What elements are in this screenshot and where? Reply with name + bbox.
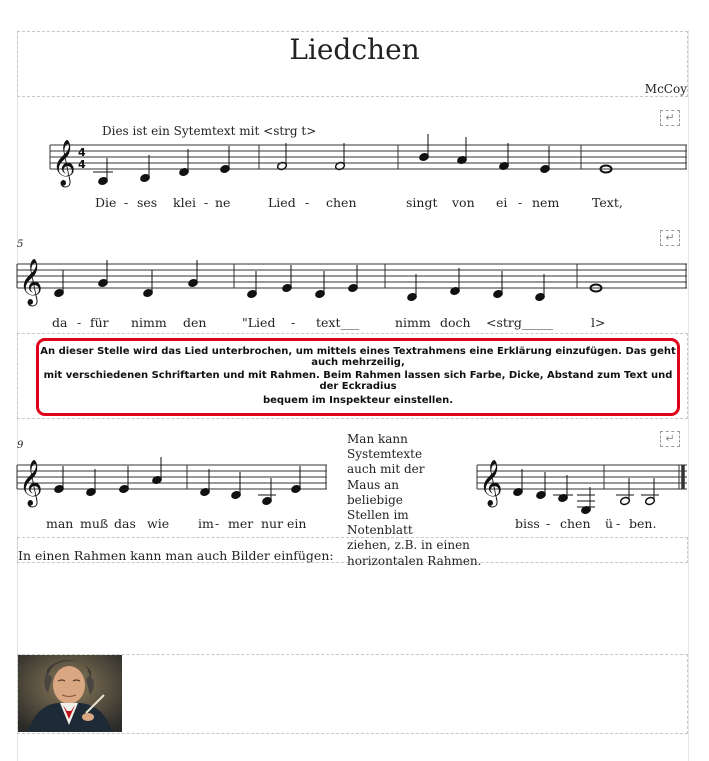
lyric-syllable: muß xyxy=(80,516,109,531)
side-text-line: Stellen im xyxy=(347,508,409,523)
side-text-line: Man kann xyxy=(347,432,408,446)
svg-text:𝄞: 𝄞 xyxy=(479,460,503,506)
side-system-text[interactable] xyxy=(347,432,492,569)
lyric-syllable: im xyxy=(198,516,214,531)
lyric-hyphen: - xyxy=(518,195,523,210)
textbox-line-3: bequem im Inspekteur einstellen. xyxy=(262,395,454,406)
measure-number-9: 9 xyxy=(17,440,24,451)
textbox-line-2: mit verschiedenen Schriftarten und mit Rahmen. Beim Rahmen lassen sich Farbe, Dicke, Abstand zum Text und der Eckradius xyxy=(43,370,673,392)
lyric-syllable: <strg_____ xyxy=(486,315,554,330)
side-text-line: horizontalen Rahmen. xyxy=(347,553,482,568)
lyric-syllable: "Lied xyxy=(242,315,276,330)
score-title[interactable]: Liedchen xyxy=(289,33,420,66)
lyric-hyphen: - xyxy=(291,315,296,330)
lyric-syllable: ü xyxy=(605,516,614,531)
lyric-syllable: singt xyxy=(406,195,438,210)
lyric-hyphen: - xyxy=(546,516,551,531)
lyric-syllable: biss xyxy=(515,516,540,531)
lyric-syllable: Text, xyxy=(592,195,623,210)
lyric-syllable: nimm xyxy=(131,315,167,330)
lyric-syllable: ne xyxy=(215,195,231,210)
lyric-hyphen: - xyxy=(77,315,82,330)
lyric-hyphen: - xyxy=(124,195,129,210)
lyric-syllable: text___ xyxy=(316,315,360,330)
side-text-line: auch mit der xyxy=(347,462,425,477)
beethoven-portrait[interactable] xyxy=(18,655,122,732)
lyric-syllable: wie xyxy=(147,516,170,531)
lyric-syllable: Die xyxy=(95,195,117,210)
textbox-line-1: An dieser Stelle wird das Lied unterbrochen, um mittels eines Textrahmens eine Erklärung einzufügen. Das geht auch mehrzeilig, xyxy=(40,346,676,368)
lyric-syllable: chen xyxy=(560,516,591,531)
lyric-syllable: ein xyxy=(287,516,307,531)
svg-text:𝄞: 𝄞 xyxy=(19,259,43,305)
lyric-syllable: den xyxy=(183,315,207,330)
lyric-hyphen: - xyxy=(215,516,220,531)
lyric-syllable: l> xyxy=(591,315,606,330)
lyric-syllable: doch xyxy=(440,315,471,330)
svg-text:4: 4 xyxy=(78,146,86,159)
lyric-syllable: nimm xyxy=(395,315,431,330)
lyric-syllable: mer xyxy=(228,516,254,531)
lyric-syllable: da xyxy=(52,315,68,330)
svg-text:𝄞: 𝄞 xyxy=(52,140,76,186)
lyric-hyphen: - xyxy=(305,195,310,210)
side-text-line: Maus an xyxy=(347,477,400,492)
lyric-syllable: Lied xyxy=(268,195,296,210)
lyric-syllable: ei xyxy=(496,195,508,210)
lyric-syllable: von xyxy=(452,195,475,210)
lyric-syllable: ben. xyxy=(629,516,657,531)
image-caption-text[interactable]: In einen Rahmen kann man auch Bilder einfügen: xyxy=(18,548,334,563)
explanation-textbox[interactable] xyxy=(36,338,680,416)
lyric-hyphen: - xyxy=(204,195,209,210)
side-text-line: ziehen, z.B. in einen xyxy=(347,538,470,553)
lyric-syllable: ses xyxy=(137,195,158,210)
measure-number-5: 5 xyxy=(17,239,24,250)
lyric-syllable: nem xyxy=(532,195,560,210)
side-text-line: beliebige xyxy=(347,492,403,507)
return-icon[interactable]: ↵ xyxy=(660,431,680,447)
return-icon[interactable]: ↵ xyxy=(660,230,680,246)
svg-text:4: 4 xyxy=(78,158,86,171)
side-text-line: Notenblatt xyxy=(347,523,413,538)
lyric-syllable: das xyxy=(114,516,136,531)
system-text[interactable]: Dies ist ein Sytemtext mit <strg t> xyxy=(102,124,317,138)
svg-text:𝄞: 𝄞 xyxy=(19,460,43,506)
lyric-syllable: für xyxy=(90,315,109,330)
side-text-line: Systemtexte xyxy=(347,447,423,462)
lyric-syllable: klei xyxy=(173,195,196,210)
lyric-syllable: chen xyxy=(326,195,357,210)
lyric-syllable: man xyxy=(46,516,74,531)
lyric-hyphen: - xyxy=(616,516,621,531)
return-icon[interactable]: ↵ xyxy=(660,110,680,126)
lyric-syllable: nur xyxy=(261,516,284,531)
composer[interactable]: McCoy xyxy=(644,82,687,96)
